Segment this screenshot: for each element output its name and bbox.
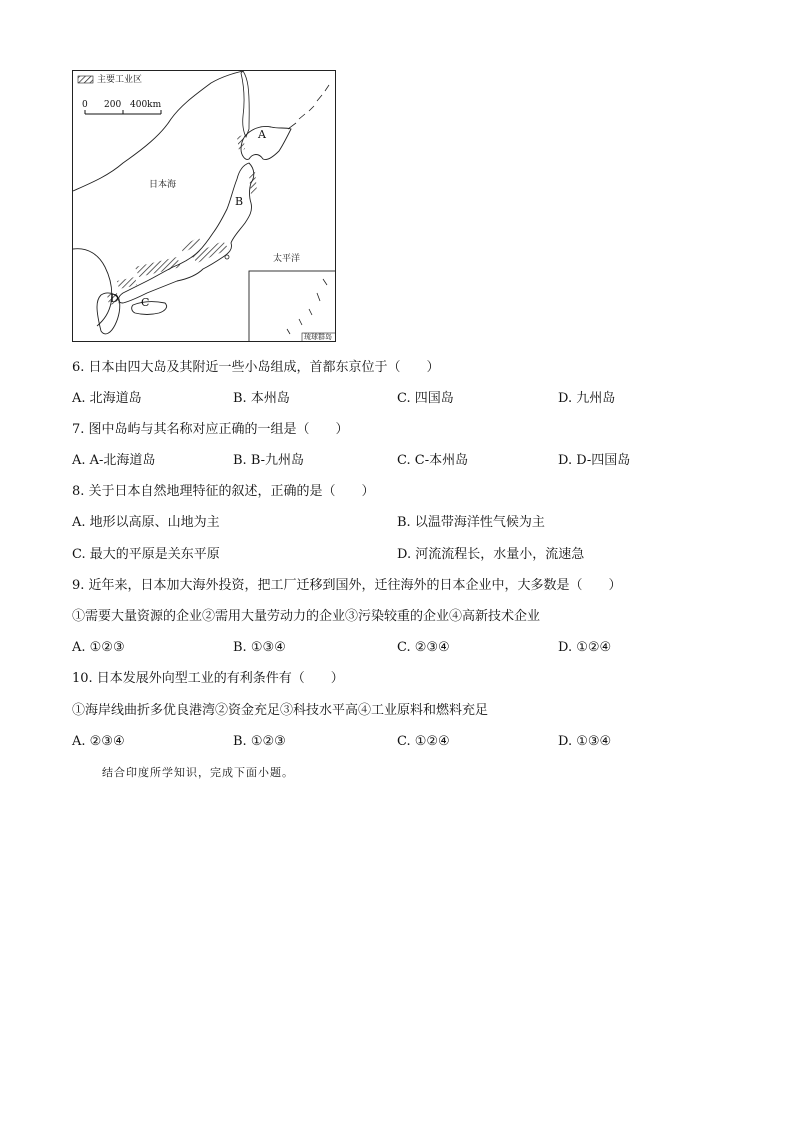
question-6-option-b: B. 本州岛 <box>233 391 290 406</box>
legend-swatch <box>78 76 93 83</box>
question-10-option-d: D. ①③④ <box>558 734 612 749</box>
pacific-ocean-label: 太平洋 <box>273 254 301 264</box>
question-7-stem: 7. 图中岛屿与其名称对应正确的一组是（ ） <box>72 422 349 437</box>
section-instruction: 结合印度所学知识，完成下面小题。 <box>102 766 294 779</box>
question-7-option-b: B. B-九州岛 <box>233 453 305 468</box>
scale-label-400: 400km <box>130 100 162 110</box>
question-7-option-d: D. D-四国岛 <box>558 453 631 468</box>
japan-map <box>72 70 336 342</box>
legend-label: 主要工业区 <box>97 75 143 85</box>
island-letter-c: C <box>141 296 150 309</box>
question-10-option-a: A. ②③④ <box>72 734 125 749</box>
question-6-option-d: D. 九州岛 <box>558 391 616 406</box>
question-6-stem: 6. 日本由四大岛及其附近一些小岛组成，首都东京位于（ ） <box>72 360 440 375</box>
kuril-islands <box>288 85 329 129</box>
ryukyu-inset <box>249 271 336 342</box>
question-9-statements: ①需要大量资源的企业②需用大量劳动力的企业③污染较重的企业④高新技术企业 <box>72 609 541 624</box>
question-8-option-d: D. 河流流程长，水量小，流速急 <box>397 547 585 562</box>
question-7-option-a: A. A-北海道岛 <box>72 453 156 468</box>
island-letter-b: B <box>235 195 244 208</box>
question-10-option-c: C. ①②④ <box>397 734 450 749</box>
island-letter-a: A <box>258 128 266 141</box>
question-10-stem: 10. 日本发展外向型工业的有利条件有（ ） <box>72 671 344 686</box>
question-10-option-b: B. ①②③ <box>233 734 286 749</box>
scale-label-200: 200 <box>104 100 122 110</box>
ryukyu-label: 琉球群岛 <box>304 333 332 341</box>
question-8-option-a: A. 地形以高原、山地为主 <box>72 515 220 530</box>
question-10-statements: ①海岸线曲折多优良港湾②资金充足③科技水平高④工业原料和燃料充足 <box>72 703 489 718</box>
question-8-option-c: C. 最大的平原是关东平原 <box>72 547 220 562</box>
scale-bar <box>85 110 161 114</box>
question-9-option-a: A. ①②③ <box>72 640 125 655</box>
question-8-stem: 8. 关于日本自然地理特征的叙述，正确的是（ ） <box>72 484 375 499</box>
question-9-option-b: B. ①③④ <box>233 640 286 655</box>
question-6-option-c: C. 四国岛 <box>397 391 454 406</box>
question-8-option-b: B. 以温带海洋性气候为主 <box>397 515 545 530</box>
mainland-coast <box>73 71 243 191</box>
sakhalin-island <box>241 71 249 137</box>
island-letter-d: D <box>110 292 119 305</box>
sea-of-japan-label: 日本海 <box>149 180 177 190</box>
question-9-option-d: D. ①②④ <box>558 640 612 655</box>
question-7-option-c: C. C-本州岛 <box>397 453 469 468</box>
scale-label-0: 0 <box>82 100 88 110</box>
korea-coast <box>73 249 112 326</box>
question-6-option-a: A. 北海道岛 <box>72 391 142 406</box>
question-9-stem: 9. 近年来，日本加大海外投资，把工厂迁移到国外，迁往海外的日本企业中，大多数是（ ） <box>72 578 622 593</box>
question-9-option-c: C. ②③④ <box>397 640 450 655</box>
honshu-island <box>119 163 254 303</box>
tokyo-marker <box>225 255 229 259</box>
